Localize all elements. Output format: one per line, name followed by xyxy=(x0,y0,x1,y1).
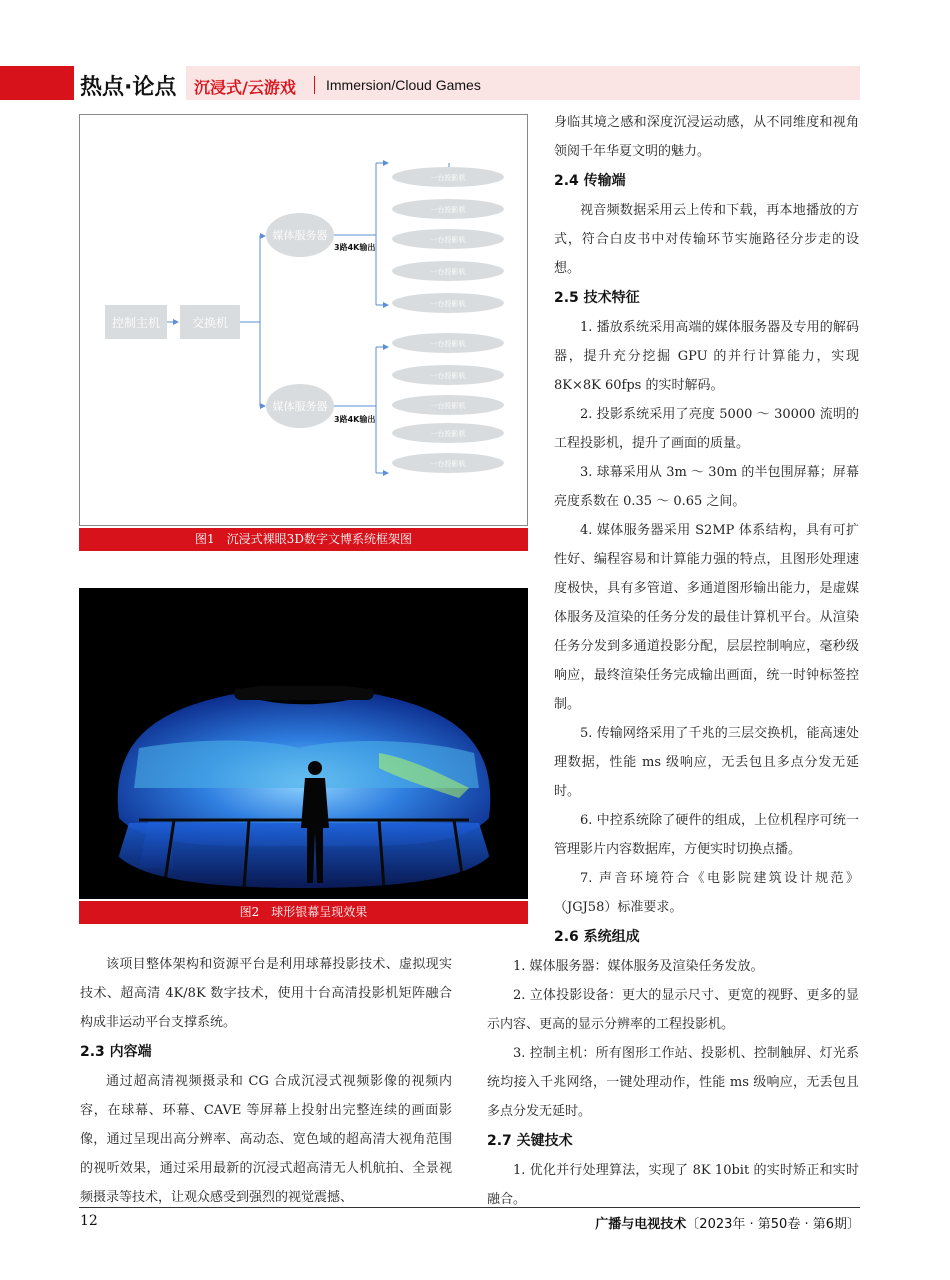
projector-label: 一台投影机 xyxy=(430,430,466,438)
paragraph-2-4: 视音频数据采用云上传和下载，再本地播放的方式，符合白皮书中对传输环节实施路径分步走的设想。 xyxy=(554,203,859,276)
switch-label: 交换机 xyxy=(191,316,229,330)
heading-2-7: 2.7 关键技术 xyxy=(487,1133,573,1149)
footer-rule xyxy=(79,1207,860,1208)
journal-issue: 〔2023年 · 第50卷 · 第6期〕 xyxy=(686,1217,860,1232)
page-number: 12 xyxy=(80,1213,98,1229)
control-host-label: 控制主机 xyxy=(111,316,161,330)
feature-item: 3. 球幕采用从 3m ～ 30m 的半包围屏幕；屏幕亮度系数在 0.35 ～ 0.65 之间。 xyxy=(554,465,859,509)
figure1-caption: 图1 沉浸式裸眼3D数字文博系统框架图 xyxy=(79,528,528,551)
heading-2-4: 2.4 传输端 xyxy=(554,173,626,189)
composition-item: 3. 控制主机：所有图形工作站、投影机、控制触屏、灯光系统均接入千兆网络，一键处理动作，性能 ms 级响应，无丢包且多点分发无延时。 xyxy=(487,1046,859,1119)
media-server-top-label: 媒体服务器 xyxy=(272,229,328,242)
header-red-block xyxy=(0,66,74,100)
output-bottom-label: 3路4K输出 xyxy=(334,415,376,424)
feature-item: 7. 声音环境符合《电影院建筑设计规范》（JGJ58）标准要求。 xyxy=(554,871,859,915)
intro-paragraph: 该项目整体架构和资源平台是利用球幕投影技术、虚拟现实技术、超高清 4K/8K 数字技术，使用十台高清投影机矩阵融合构成非运动平台支撑系统。 xyxy=(80,957,452,1030)
composition-item: 1. 媒体服务器：媒体服务及渲染任务发放。 xyxy=(513,959,764,974)
feature-item: 2. 投影系统采用了亮度 5000 ～ 30000 流明的工程投影机，提升了画面的质量。 xyxy=(554,407,859,451)
figure2-caption: 图2 球形银幕呈现效果 xyxy=(79,901,528,924)
projector-label: 一台投影机 xyxy=(430,236,466,244)
feature-item: 4. 媒体服务器采用 S2MP 体系结构，具有可扩性好、编程容易和计算能力强的特点，且图形处理速度极快，具有多管道、多通道图形输出能力，是虚媒体服务及渲染的任务分发的最佳计算机平台。从渲染任务分发到多通道投影分配，层层控制响应，毫秒级响应，最终渲染任务完成输出画面，统一时钟标签控制。 xyxy=(554,523,859,712)
feature-item: 6. 中控系统除了硬件的组成，上位机程序可统一管理影片内容数据库，方便实时切换点播。 xyxy=(554,813,859,857)
output-top-label: 3路4K输出 xyxy=(334,243,376,252)
continued-paragraph: 身临其境之感和深度沉浸运动感，从不同维度和视角领阅千年华夏文明的魅力。 xyxy=(554,115,859,159)
paragraph-2-3: 通过超高清视频摄录和 CG 合成沉浸式视频影像的视频内容，在球幕、环幕、CAVE 等屏幕上投射出完整连续的画面影像，通过呈现出高分辨率、高动态、宽色域的超高清大视角范围的视听效果，通过采用最新的沉浸式超高清无人机航拍、全景视频摄录等技术，让观众感受到强烈的视觉震撼、 xyxy=(80,1074,452,1205)
projector-label: 一台投影机 xyxy=(430,402,466,410)
feature-item: 5. 传输网络采用了千兆的三层交换机，能高速处理数据，性能 ms 级响应，无丢包且多点分发无延时。 xyxy=(554,726,859,799)
header-separator xyxy=(314,76,315,94)
header-section-title: 热点·论点 xyxy=(80,75,177,100)
right-column xyxy=(487,108,859,1214)
projector-label: 一台投影机 xyxy=(430,372,466,380)
header-topic: 沉浸式/云游戏 xyxy=(194,78,296,97)
projector-label: 一台投影机 xyxy=(430,300,466,308)
projector-label: 一台投影机 xyxy=(430,460,466,468)
media-server-bottom-label: 媒体服务器 xyxy=(272,400,328,413)
header-topic-english: Immersion/Cloud Games xyxy=(326,77,481,93)
projector-label: 一台投影机 xyxy=(430,174,466,182)
heading-2-6: 2.6 系统组成 xyxy=(554,929,640,945)
projector-label: 一台投影机 xyxy=(430,206,466,214)
heading-2-3: 2.3 内容端 xyxy=(80,1044,152,1060)
journal-footer xyxy=(595,1213,860,1232)
composition-item: 2. 立体投影设备：更大的显示尺寸、更宽的视野、更多的显示内容、更高的显示分辨率的工程投影机。 xyxy=(487,988,859,1032)
projector-label: 一台投影机 xyxy=(430,340,466,348)
left-column xyxy=(80,950,452,1212)
feature-item: 1. 播放系统采用高端的媒体服务器及专用的解码器，提升充分挖掘 GPU 的并行计算能力，实现 8K×8K 60fps 的实时解码。 xyxy=(554,320,859,393)
journal-name: 广播与电视技术 xyxy=(595,1217,687,1232)
figure-system-diagram xyxy=(79,114,528,526)
heading-2-5: 2.5 技术特征 xyxy=(554,290,640,306)
projector-label: 一台投影机 xyxy=(430,268,466,276)
key-tech-item: 1. 优化并行处理算法，实现了 8K 10bit 的实时矫正和实时融合。 xyxy=(487,1163,859,1207)
figure-dome-photo xyxy=(79,588,528,899)
